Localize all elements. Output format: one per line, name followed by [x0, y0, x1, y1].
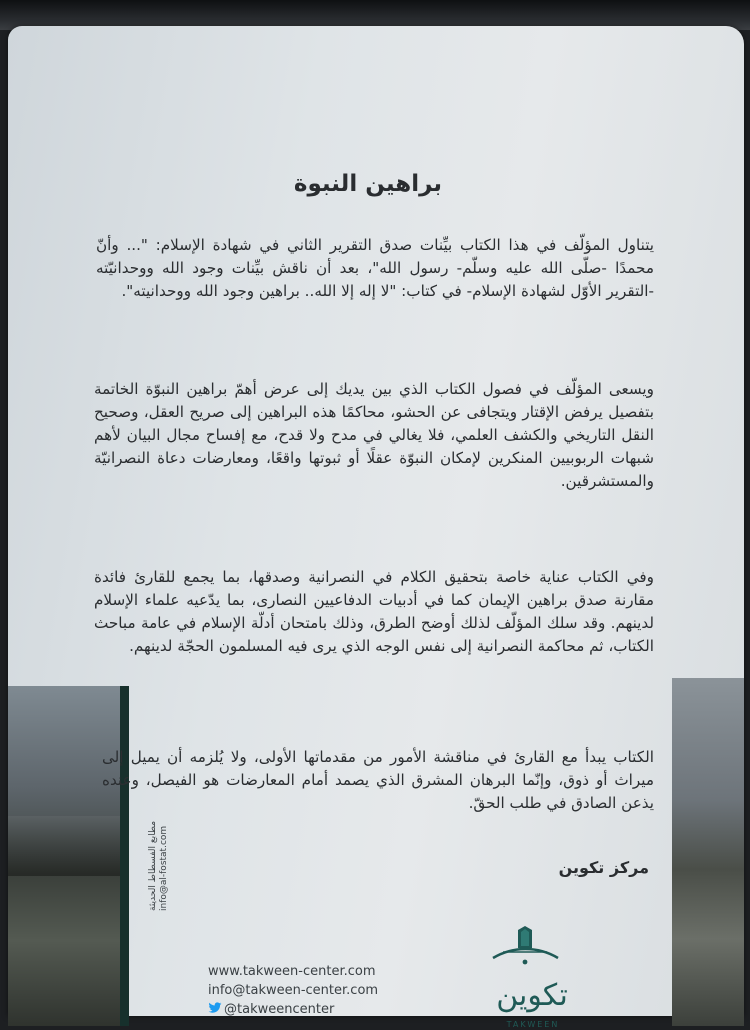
book-title: براهين النبوة [293, 171, 443, 197]
twitter-handle-row [208, 1000, 438, 1019]
logo-subtext: TAKWEEN [506, 1020, 560, 1029]
email-link: info@takween-center.com [208, 983, 379, 998]
blurb-paragraph: الكتاب يبدأ مع القارئ في مناقشة الأمور من مقدماتها الأولى، ولا يُلزمه أن يميل إلى ميراث أو ذوق، وإنّما البرهان المشرق الذي يصمد أمام المعارضات هو الفيصل، وعنده يذعن الصادق في طلب الحقّ. [102, 748, 654, 812]
cover-photo-right [672, 678, 744, 1026]
website-link: www.takween-center.com [208, 964, 376, 979]
blurb-paragraph: يتناول المؤلّف في هذا الكتاب بيِّنات صدق التقرير الثاني في شهادة الإسلام: "... وأنّ محمدًا -صلّى الله عليه وسلّم- رسول الله"، بعد أن ناقش بيِّنات وجود الله ووحدانيّته -التقرير الأوّل لشهادة الإسلام- في كتاب: "لا إله إلا الله.. براهين وجود الله ووحدانيته". [96, 236, 654, 300]
publisher-contacts [208, 962, 438, 1019]
cover-photo-left [8, 686, 120, 1026]
cover-accent-strip [120, 686, 129, 1026]
printer-credit [148, 821, 170, 911]
twitter-icon [208, 1002, 222, 1014]
blurb-paragraph: ويسعى المؤلّف في فصول الكتاب الذي بين يديك إلى عرض أهمّ براهين النبوّة الخاتمة بتفصيل يرفض الإقتار ويتجافى عن الحشو، محاكمًا هذه البراهين إلى صريح العقل، وصحيح النقل التاريخي والكشف العلمي، فلا يغالي في مدح ولا قدح، مع إفساح مجال البيان لأهم شبهات الربوبيين المنكرين لإمكان النبوّة عقلًا أو ثبوتها واقعًا، ومعارضات دعاة النصرانيّة والمستشرقين. [94, 380, 654, 490]
twitter-handle: @takweencenter [224, 1002, 335, 1017]
blurb-paragraph: وفي الكتاب عناية خاصة بتحقيق الكلام في النصرانية وصدقها، بما يجمع للقارئ فائدة مقارنة صدق براهين الإيمان كما في أدبيات الدفاعيين النصارى، بما يدّعيه علماء الإسلام لدينهم. وقد سلك المؤلّف لذلك أوضح الطرق، وذلك بامتحان أدلّة الإسلام في عامة مباحث الكتاب، ثم محاكمة النصرانية إلى نفس الوجه الذي يرى فيه المسلمون الحجّة لدينهم. [94, 568, 654, 655]
logo-text: تكوين [496, 978, 568, 1013]
publisher-signature: مركز تكوين [558, 858, 649, 877]
takween-logo [463, 926, 593, 1029]
printer-email: info@al-fostat.com [159, 825, 169, 911]
printer-name: مطابع الفسطاط الحديثة [148, 820, 158, 911]
book-back-cover [8, 26, 744, 1029]
